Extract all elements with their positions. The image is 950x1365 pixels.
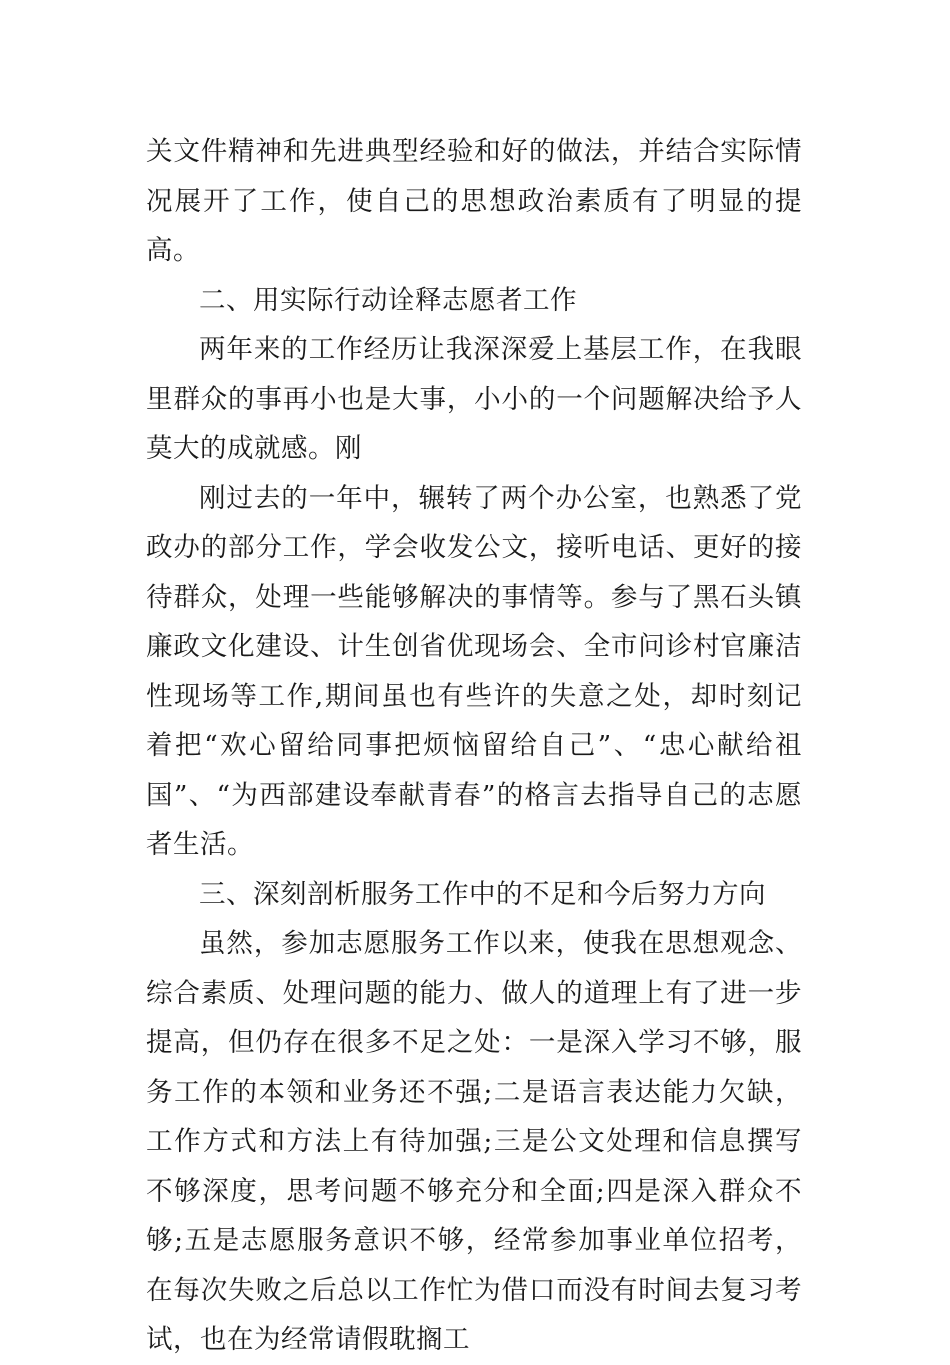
paragraph-past-year: 刚过去的一年中，辗转了两个办公室，也熟悉了党政办的部分工作，学会收发公文，接听电话、更好的接待群众，处理一些能够解决的事情等。参与了黑石头镇廉政文化建设、计生创省优现场会、全市问诊村官廉洁性现场等工作,期间虽也有些许的失意之处，却时刻记着把“欢心留给同事把烦恼留给自己”、“忠心献给祖国”、“为西部建设奉献青春”的格言去指导自己的志愿者生活。 — [146, 482, 802, 860]
paragraph-grassroots-work: 两年来的工作经历让我深深爱上基层工作，在我眼里群众的事再小也是大事，小小的一个问题解决给予人莫大的成就感。刚 — [146, 334, 802, 464]
section-heading-three: 三、深刻剖析服务工作中的不足和今后努力方向 — [199, 878, 766, 910]
paragraph-shortcomings: 虽然，参加志愿服务工作以来，使我在思想观念、综合素质、处理问题的能力、做人的道理上有了进一步提高，但仍存在很多不足之处：一是深入学习不够，服务工作的本领和业务还不强;二是语言表达能力欠缺，工作方式和方法上有待加强;三是公文处理和信息撰写不够深度，思考问题不够充分和全面;四是深入群众不够;五是志愿服务意识不够，经常参加事业单位招考，在每次失败之后总以工作忙为借口而没有时间去复习考试，也在为经常请假耽搁工 — [146, 928, 802, 1355]
document-body — [146, 127, 802, 1365]
paragraph-intro-continuation: 关文件精神和先进典型经验和好的做法，并结合实际情况展开了工作，使自己的思想政治素质有了明显的提高。 — [146, 136, 802, 266]
section-heading-two: 二、用实际行动诠释志愿者工作 — [199, 284, 577, 316]
